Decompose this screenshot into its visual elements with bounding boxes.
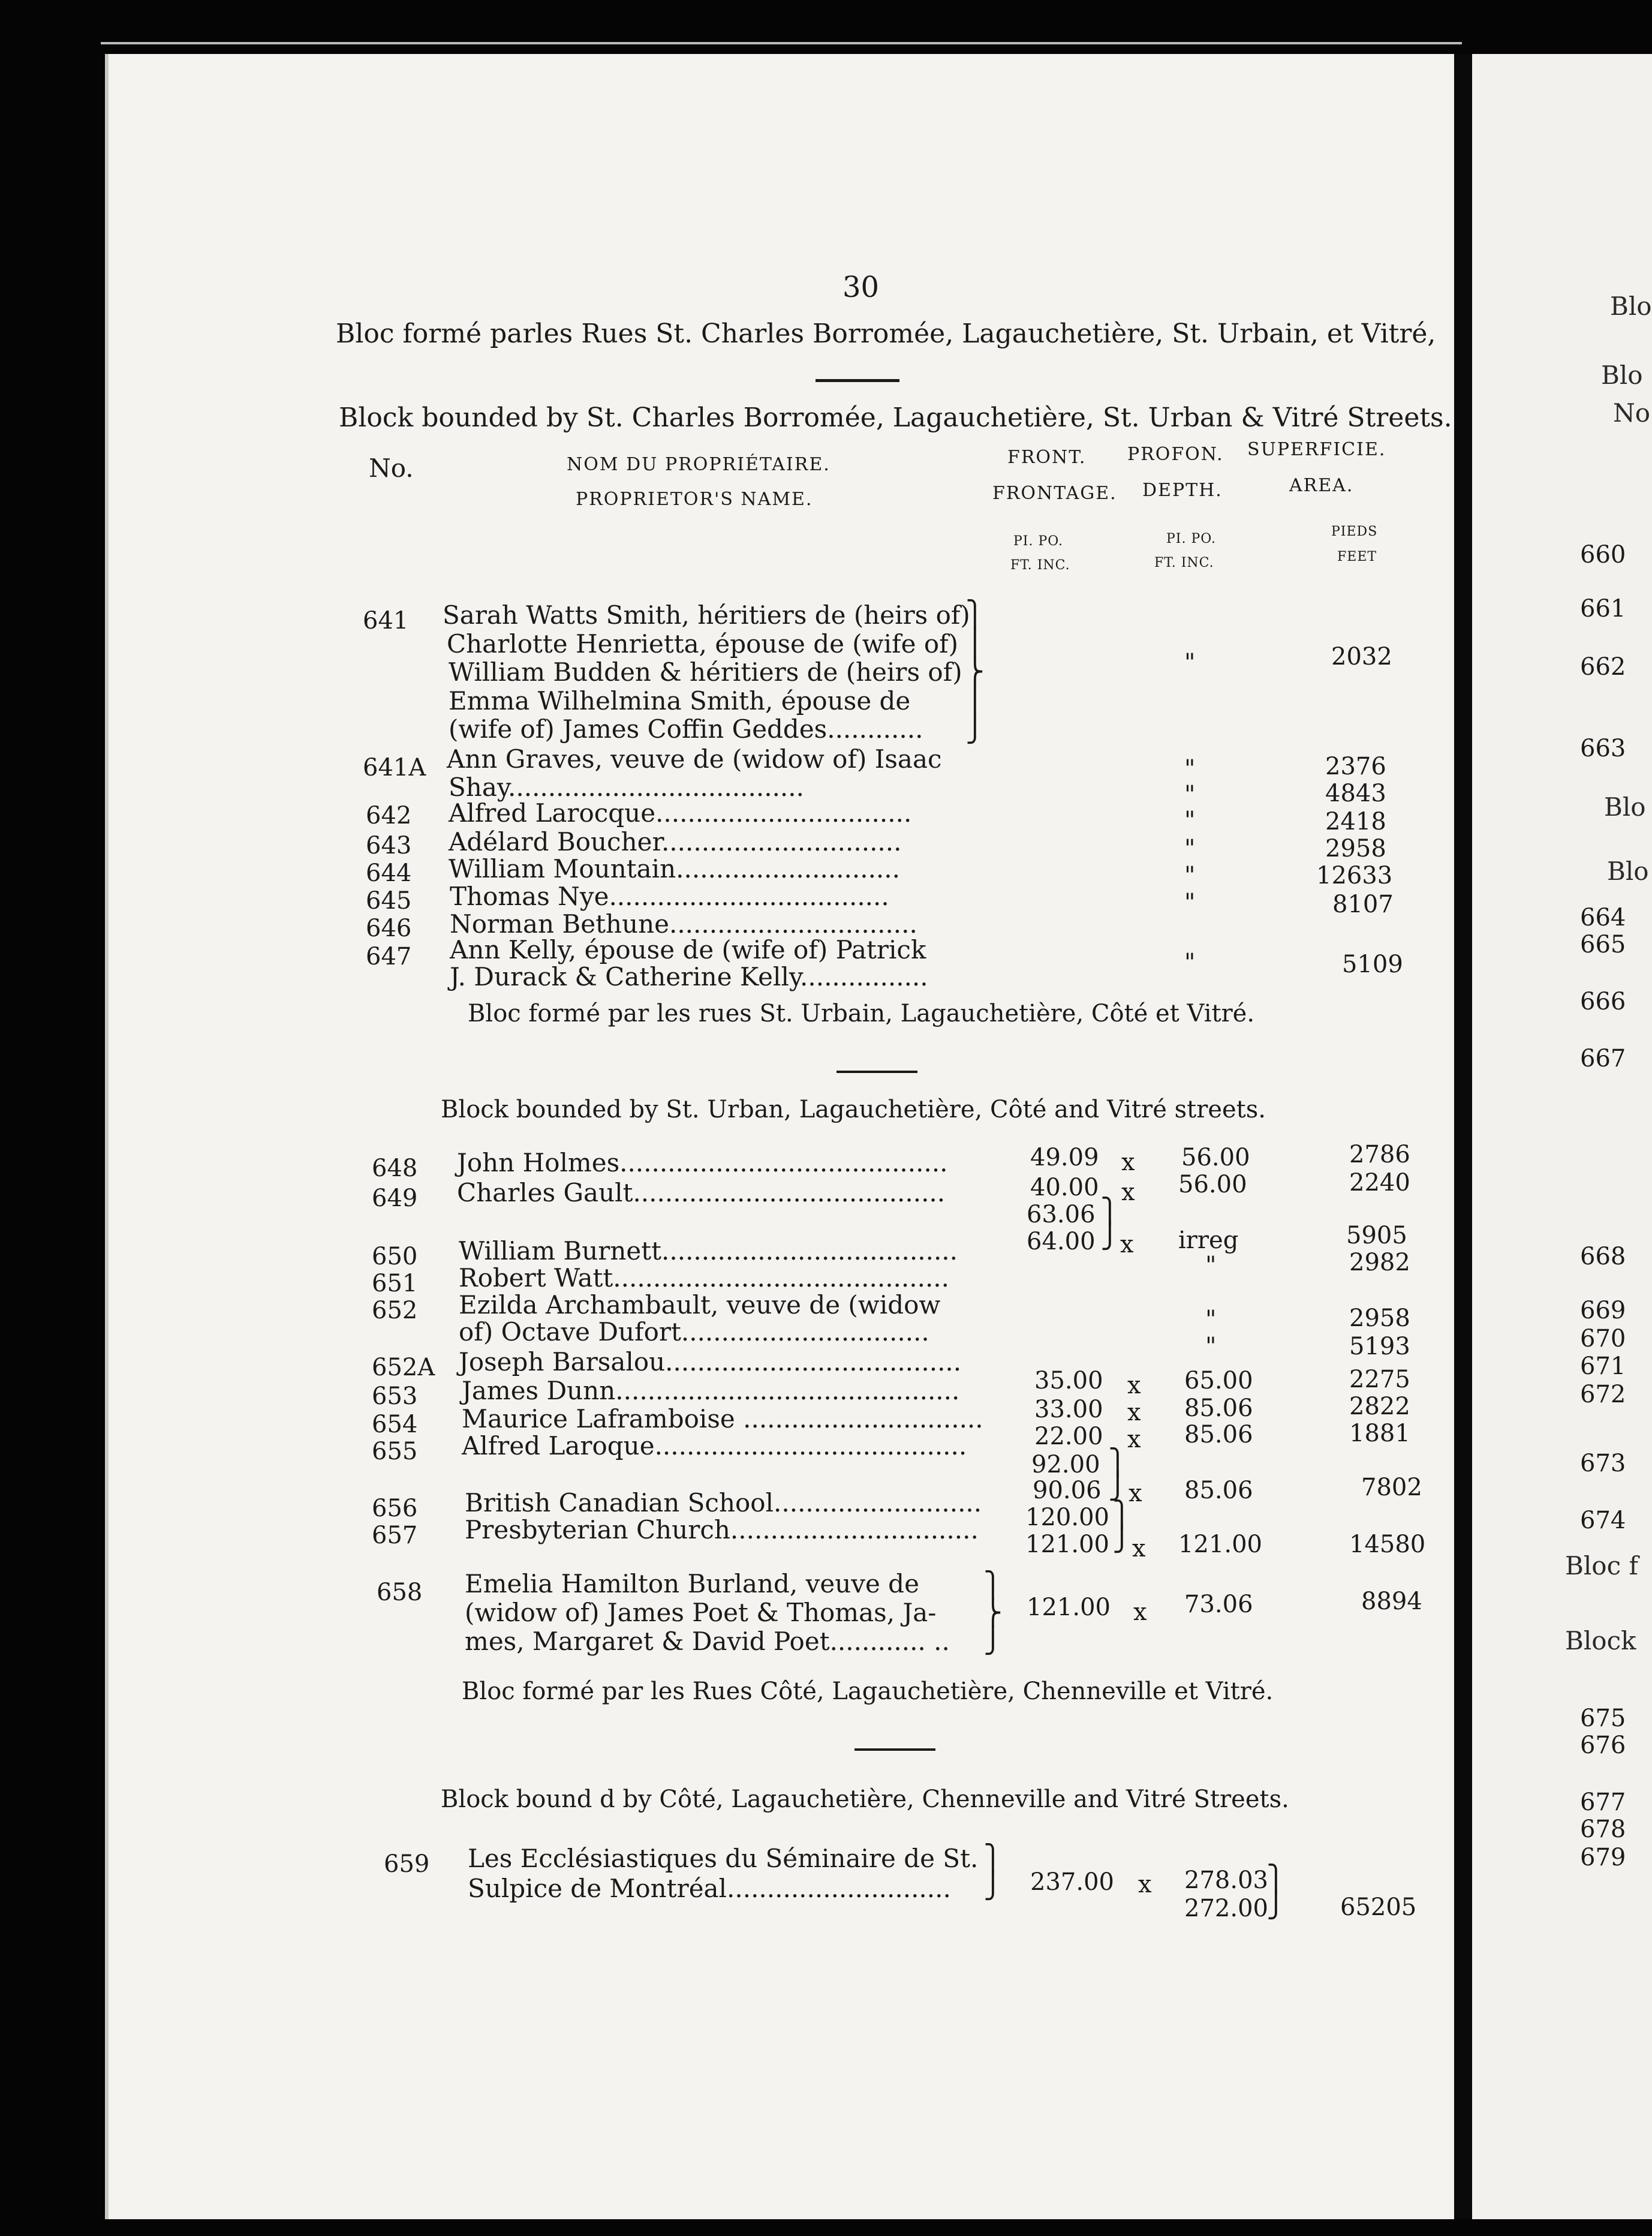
frontage-value: 92.00 [1031,1451,1100,1478]
lot-number: 653 [372,1383,418,1410]
block-title-fr-1: Bloc formé parles Rues St. Charles Borromée, Lagauchetière, St. Urbain, et Vitré, [336,318,1436,349]
area-value: 8894 [1361,1588,1422,1615]
depth-value: " [1184,807,1196,834]
area-value: 14580 [1349,1531,1426,1558]
block-title-fr-3: Bloc formé par les Rues Côté, Lagauchetière, Chenneville et Vitré. [462,1678,1274,1705]
brace-659-depth: ⎫ ⎭ [1266,1864,1286,1919]
depth-value: 65.00 [1184,1367,1253,1395]
lot-number: 657 [372,1522,418,1549]
area-value: 1881 [1349,1420,1410,1447]
right-lot-number: 677 [1580,1789,1626,1816]
proprietor-name-line: (wife of) James Coffin Geddes............ [449,714,923,744]
lot-number: 652A [372,1354,435,1381]
times-sign: x [1133,1598,1147,1626]
right-lot-number: 665 [1580,931,1626,958]
proprietor-name-line: Ann Kelly, épouse de (wife of) Patrick [450,935,926,964]
proprietor-name: James Dunn........................................... [462,1376,960,1405]
col-front-header-fr: FRONT. [1007,447,1087,468]
times-sign: x [1138,1871,1152,1898]
lot-number: 643 [366,832,412,859]
right-lot-number: 674 [1580,1507,1626,1534]
depth-value: " [1184,889,1196,916]
right-lot-number: 666 [1580,988,1626,1015]
proprietor-name: William Burnett..................................... [459,1236,958,1266]
proprietor-name: British Canadian School.......................... [465,1488,982,1517]
lot-number: 645 [366,887,412,915]
proprietor-name-line: Shay..................................... [449,773,804,802]
depth-value: " [1205,1333,1217,1360]
right-lot-number: 661 [1580,595,1626,623]
right-lot-number: 672 [1580,1381,1626,1408]
right-page-fragment: Blo [1607,856,1649,886]
area-value: 5193 [1349,1333,1410,1360]
lot-number: 646 [366,915,412,942]
title-rule-1 [816,379,899,382]
frontage-value: 63.06 [1027,1201,1096,1228]
proprietor-name: Alfred Larocque................................ [449,798,912,828]
brace-group-641: ⎫ ⎪ ⎬ ⎪ ⎭ [965,599,985,744]
proprietor-name-line: Emelia Hamilton Burland, veuve de [465,1569,919,1598]
times-sign: x [1120,1231,1134,1258]
right-lot-number: 662 [1580,653,1626,681]
page-number: 30 [842,271,880,304]
times-sign: x [1121,1149,1135,1176]
proprietor-name-line: Ann Graves, veuve de (widow of) Isaac [447,744,942,774]
col-front-header-en: FRONTAGE. [992,483,1117,504]
area-value: 7802 [1361,1474,1422,1501]
proprietor-name: Charles Gault....................................... [457,1178,946,1207]
lot-number: 658 [377,1579,423,1606]
area-value: 5905 [1346,1222,1407,1249]
depth-value: irreg [1178,1227,1239,1254]
col-name-header-en: PROPRIETOR'S NAME. [576,489,813,510]
area-value: 2982 [1349,1249,1410,1276]
lot-number: 656 [372,1495,418,1522]
lot-number: 644 [366,859,412,887]
frontage-value: 33.00 [1034,1396,1103,1423]
frontage-value: 49.09 [1030,1144,1099,1171]
lot-number: 647 [366,943,412,970]
right-lot-number: 663 [1580,735,1626,762]
depth-unit-2: FT. INC. [1154,555,1214,570]
frontage-value: 40.00 [1030,1174,1099,1201]
depth-value: " [1184,781,1196,809]
proprietor-name: Presbyterian Church............................... [465,1515,979,1544]
proprietor-name-line: Charlotte Henrietta, épouse de (wife of) [447,629,959,659]
right-page-fragment: Bloc f [1565,1551,1639,1580]
right-page-fragment: Blo [1610,291,1652,321]
depth-value: " [1205,1252,1217,1279]
lot-number: 641A [363,754,426,782]
brace-659: ⎫ ⎭ [983,1843,1003,1900]
right-lot-number: 675 [1580,1705,1626,1732]
proprietor-name-line: of) Octave Dufort............................... [459,1317,929,1347]
frontage-value: 35.00 [1034,1367,1103,1395]
lot-number: 641 [363,607,409,635]
block-title-fr-2: Bloc formé par les rues St. Urbain, Lagauchetière, Côté et Vitré. [468,1000,1255,1027]
block-title-en-3: Block bound d by Côté, Lagauchetière, Chenneville and Vitré Streets. [441,1786,1289,1813]
depth-value: 121.00 [1178,1531,1262,1558]
area-value: 2786 [1349,1141,1410,1168]
proprietor-name-line: Les Ecclésiastiques du Séminaire de St. [468,1844,979,1873]
right-lot-number: 670 [1580,1325,1626,1353]
lot-number: 650 [372,1243,418,1270]
times-sign: x [1132,1535,1146,1562]
lot-number: 649 [372,1185,418,1212]
frontage-value: 64.00 [1027,1228,1096,1255]
brace-658: ⎫ ⎬ ⎭ [983,1570,1003,1655]
lot-number: 659 [384,1850,430,1878]
depth-value: 73.06 [1184,1591,1253,1618]
depth-value: " [1184,835,1196,862]
depth-value: " [1184,649,1196,677]
proprietor-name: Norman Bethune............................... [450,909,917,939]
right-lot-number: 676 [1580,1732,1626,1759]
depth-value: 85.06 [1184,1421,1253,1448]
brace-650: ⎫ ⎭ [1100,1197,1120,1250]
area-value: 2418 [1325,808,1386,836]
right-lot-number: 660 [1580,541,1626,569]
proprietor-name: Thomas Nye................................... [450,882,889,911]
right-lot-number: 667 [1580,1045,1626,1072]
proprietor-name-line: Emma Wilhelmina Smith, épouse de [449,686,911,716]
depth-value: 56.00 [1178,1171,1247,1198]
lot-number: 654 [372,1411,418,1438]
brace-656: ⎫ ⎭ [1108,1447,1127,1501]
brace-657: ⎫ ⎭ [1112,1499,1132,1553]
col-depth-header-en: DEPTH. [1142,480,1223,501]
times-sign: x [1121,1179,1135,1206]
right-lot-number: 671 [1580,1353,1626,1380]
right-lot-number: 669 [1580,1297,1626,1324]
area-unit-2: FEET [1337,549,1377,564]
right-page-fragment: No [1613,398,1651,428]
title-rule-2 [836,1071,917,1073]
depth-value: 85.06 [1184,1395,1253,1422]
frontage-value: 90.06 [1033,1477,1102,1504]
front-unit-2: FT. INC. [1010,558,1070,573]
depth-value: " [1184,949,1196,976]
col-name-header-fr: NOM DU PROPRIÉTAIRE. [567,454,830,475]
right-lot-number: 678 [1580,1816,1626,1843]
proprietor-name-line: Ezilda Archambault, veuve de (widow [459,1290,941,1320]
lot-number: 651 [372,1270,418,1297]
block-title-en-2: Block bounded by St. Urban, Lagauchetière, Côté and Vitré streets. [441,1096,1266,1123]
area-value: 2822 [1349,1393,1410,1420]
area-value: 12633 [1316,862,1393,889]
area-unit-1: PIEDS [1331,524,1378,539]
times-sign: x [1129,1480,1142,1507]
proprietor-name: Alfred Laroque....................................... [462,1431,967,1460]
proprietor-name-line: Sarah Watts Smith, héritiers de (heirs of) [443,600,970,630]
depth-value: " [1184,862,1196,889]
proprietor-name-line: mes, Margaret & David Poet............ .. [465,1627,950,1656]
title-rule-3 [854,1748,935,1751]
area-value: 65205 [1340,1894,1417,1921]
lot-number: 655 [372,1438,418,1465]
right-page-fragment: Blo [1604,792,1646,822]
area-value: 2376 [1325,753,1386,780]
right-lot-number: 664 [1580,904,1626,931]
right-page-fragment: Block [1565,1626,1636,1655]
depth-value: 278.03 [1184,1867,1268,1894]
proprietor-name: John Holmes......................................... [457,1148,948,1177]
book-gutter [1454,54,1472,2219]
proprietor-name-line: William Budden & héritiers de (heirs of) [449,657,962,687]
col-no-header: No. [369,453,414,483]
proprietor-name: William Mountain............................ [449,854,900,883]
depth-value: 85.06 [1184,1477,1253,1504]
times-sign: x [1127,1372,1141,1399]
proprietor-name: Adélard Boucher.............................. [449,827,902,856]
proprietor-name-line: (widow of) James Poet & Thomas, Ja- [465,1598,937,1627]
right-page-fragment: Blo [1601,360,1643,390]
proprietor-name: Robert Watt.......................................... [459,1263,949,1293]
right-lot-number: 673 [1580,1450,1626,1477]
depth-value: 56.00 [1181,1144,1250,1171]
block-title-en-1: Block bounded by St. Charles Borromée, Lagauchetière, St. Urban & Vitré Streets. [339,402,1452,433]
area-value: 8107 [1332,891,1394,918]
col-depth-header-fr: PROFON. [1127,444,1224,465]
depth-value: " [1184,755,1196,783]
area-value: 2958 [1349,1305,1410,1332]
right-lot-number: 668 [1580,1243,1626,1270]
lot-number: 652 [372,1297,418,1324]
right-lot-number: 679 [1580,1844,1626,1871]
times-sign: x [1127,1426,1141,1453]
col-area-header-en: AREA. [1289,475,1354,496]
col-area-header-fr: SUPERFICIE. [1247,439,1386,460]
proprietor-name-line: Sulpice de Montréal............................ [468,1874,951,1903]
frontage-value: 121.00 [1027,1594,1111,1621]
frontage-value: 121.00 [1025,1531,1109,1558]
area-value: 2275 [1349,1366,1410,1393]
area-value: 2032 [1331,643,1392,671]
area-value: 5109 [1342,951,1403,978]
area-value: 4843 [1325,780,1386,807]
frontage-value: 120.00 [1025,1504,1109,1531]
frontage-value: 22.00 [1034,1423,1103,1450]
times-sign: x [1127,1399,1141,1426]
proprietor-name: Joseph Barsalou..................................... [459,1347,962,1377]
lot-number: 648 [372,1155,418,1182]
proprietor-name: Maurice Laframboise .............................. [462,1404,983,1433]
frontage-value: 237.00 [1030,1868,1114,1896]
area-value: 2958 [1325,835,1386,862]
front-unit-1: PI. PO. [1013,534,1064,549]
lot-number: 642 [366,802,412,830]
proprietor-name-line: J. Durack & Catherine Kelly................ [450,962,928,991]
depth-value: " [1205,1306,1217,1333]
area-value: 2240 [1349,1169,1410,1197]
depth-value: 272.00 [1184,1895,1268,1922]
depth-unit-1: PI. PO. [1166,531,1217,546]
